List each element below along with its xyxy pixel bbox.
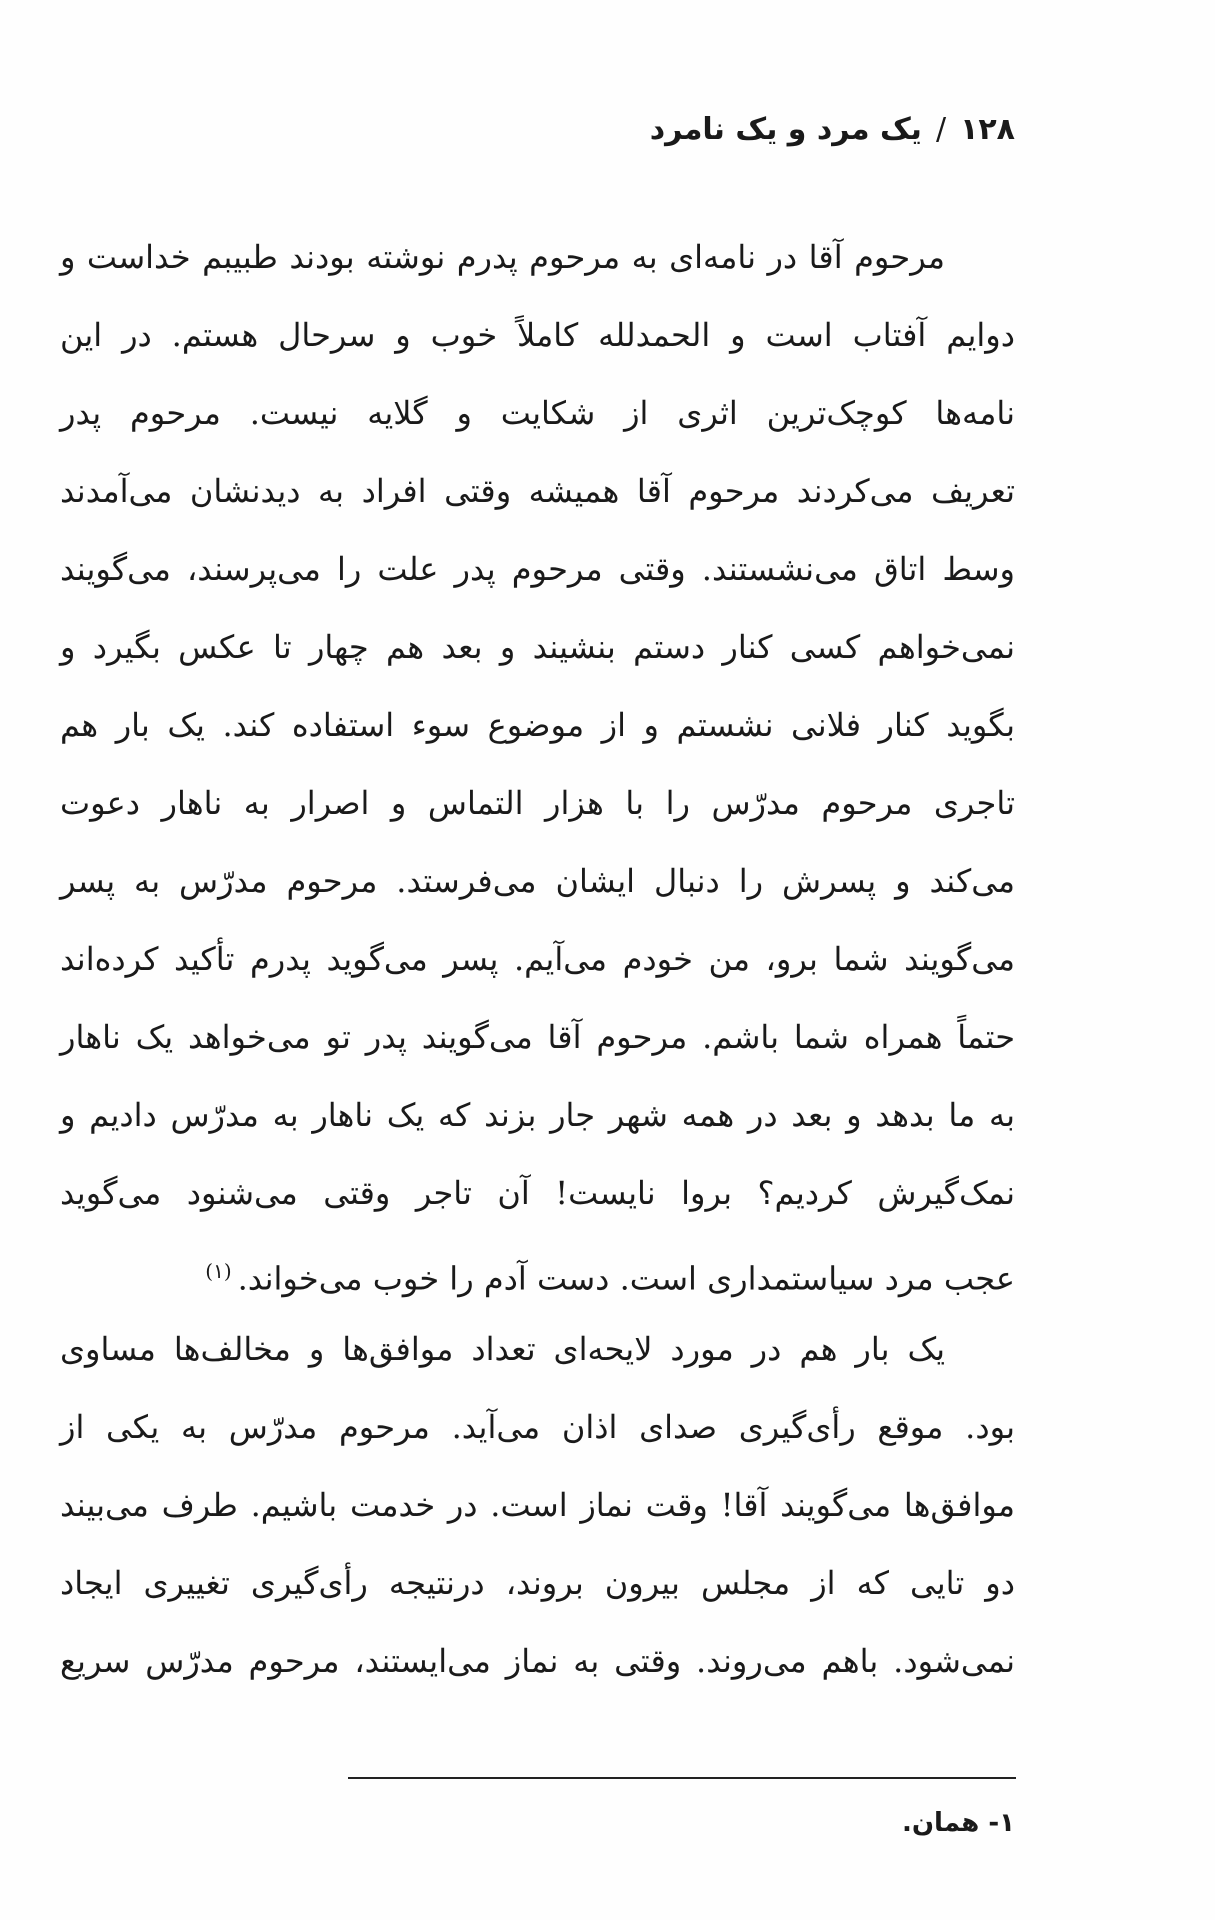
text-line: می‌کند و پسرش را دنبال ایشان می‌فرستد. مرحوم مدرّس به پسر — [60, 862, 1015, 900]
text-line: دوایم آفتاب است و الحمدلله کاملاً خوب و سرحال هستم. در این — [60, 316, 1015, 354]
text-line: یک بار هم در مورد لایحه‌ای تعداد موافق‌ها و مخالف‌ها مساوی — [60, 1330, 945, 1368]
text-line: نمی‌شود. باهم می‌روند. وقتی به نماز می‌ایستند، مرحوم مدرّس سریع — [60, 1642, 1015, 1680]
text-line: مرحوم آقا در نامه‌ای به مرحوم پدرم نوشته بودند طبیبم خداست و — [60, 238, 946, 276]
footnote-divider — [348, 1777, 1016, 1779]
text-line: به ما بدهد و بعد در همه شهر جار بزند که یک ناهار به مدرّس دادیم و — [60, 1096, 1015, 1134]
text-line: موافق‌ها می‌گویند آقا! وقت نماز است. در خدمت باشیم. طرف می‌بیند — [60, 1486, 1015, 1524]
footnote-marker: (۱) — [205, 1259, 232, 1283]
text-line: تعریف می‌کردند مرحوم آقا همیشه وقتی افراد به دیدنشان می‌آمدند — [60, 472, 1015, 510]
text-line: نامه‌ها کوچک‌ترین اثری از شکایت و گلایه نیست. مرحوم پدر — [60, 394, 1016, 432]
text-line: بود. موقع رأی‌گیری صدای اذان می‌آید. مرحوم مدرّس به یکی از — [60, 1408, 1015, 1446]
text-line: حتماً همراه شما باشم. مرحوم آقا می‌گویند پدر تو می‌خواهد یک ناهار — [60, 1018, 1015, 1056]
header-separator: / — [935, 112, 947, 147]
chapter-title: یک مرد و یک نامرد — [649, 112, 922, 147]
footnote: ۱- همان. — [901, 1808, 1015, 1838]
body-text — [60, 218, 1015, 1700]
text-line: می‌گویند شما برو، من خودم می‌آیم. پسر می‌گوید پدرم تأکید کرده‌اند — [60, 940, 1015, 978]
text-line — [60, 1232, 1015, 1310]
text-line: وسط اتاق می‌نشستند. وقتی مرحوم پدر علت را می‌پرسند، می‌گویند — [60, 550, 1015, 588]
text-line: بگوید کنار فلانی نشستم و از موضوع سوء استفاده کند. یک بار هم — [60, 706, 1015, 744]
text-line: نمک‌گیرش کردیم؟ بروا نایست! آن تاجر وقتی می‌شنود می‌گوید — [60, 1174, 1015, 1212]
running-header — [650, 112, 1015, 147]
text-line-content: عجب مرد سیاستمداری است. دست آدم را خوب می‌خواند. — [237, 1259, 1015, 1298]
text-line: نمی‌خواهم کسی کنار دستم بنشیند و بعد هم چهار تا عکس بگیرد و — [60, 628, 1015, 666]
text-line: دو تایی که از مجلس بیرون بروند، درنتیجه رأی‌گیری تغییری ایجاد — [60, 1564, 1015, 1602]
page-number: ۱۲۸ — [960, 112, 1015, 147]
text-line: تاجری مرحوم مدرّس را با هزار التماس و اصرار به ناهار دعوت — [60, 784, 1015, 822]
